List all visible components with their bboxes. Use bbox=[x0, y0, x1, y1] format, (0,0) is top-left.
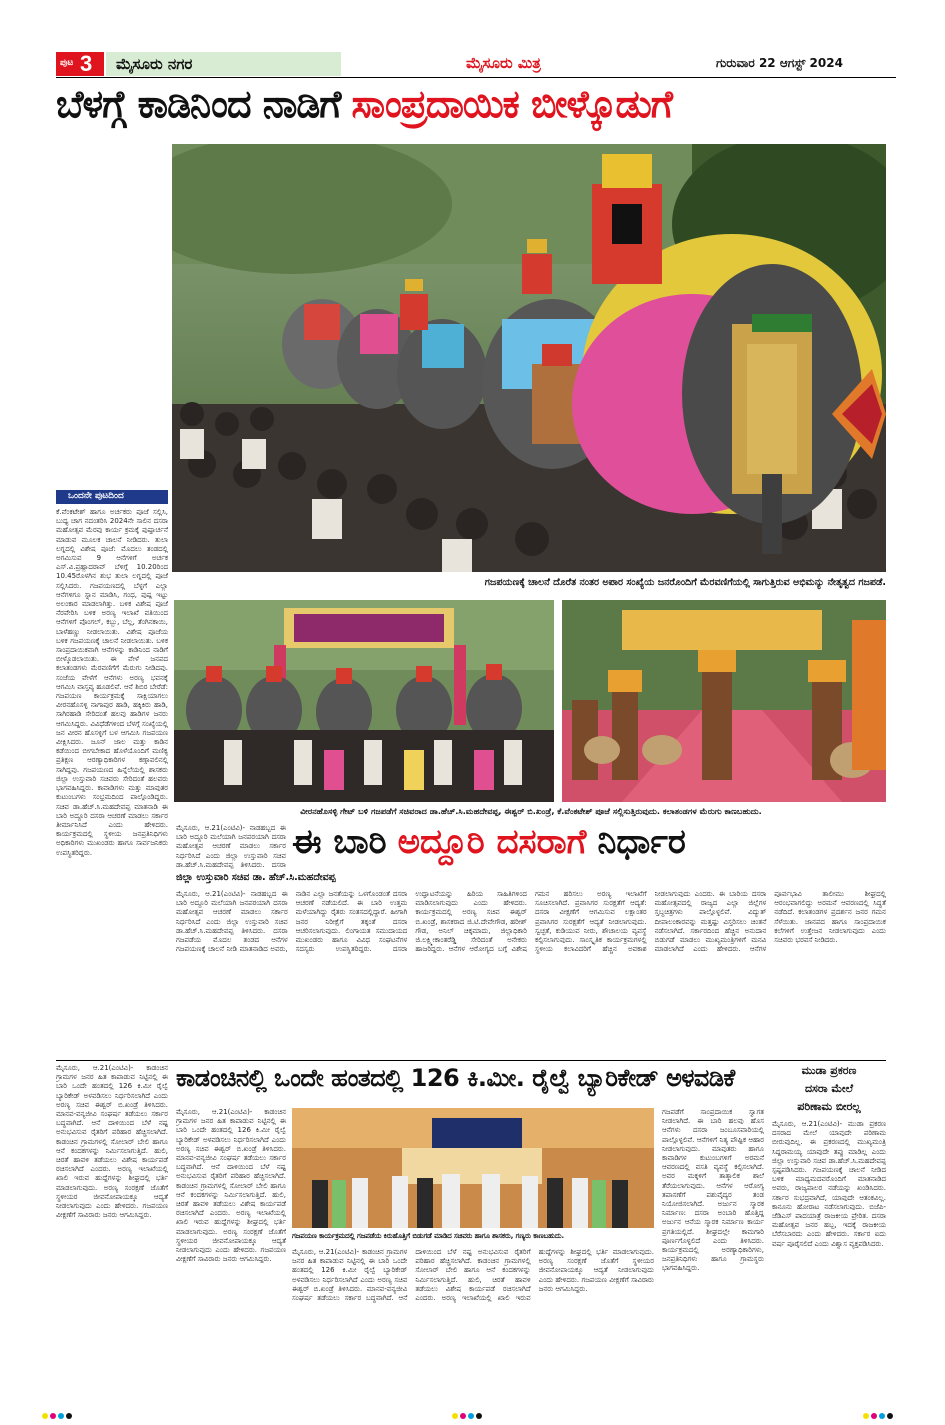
jump-label: ಒಂದನೇ ಪುಟದಿಂದ bbox=[68, 491, 124, 501]
dasara-headline bbox=[292, 822, 886, 868]
stage-illustration bbox=[174, 600, 554, 802]
railway-center-text: ಮೈಸೂರು, ಆ.21(ಎಂಟಿವಿ)- ಕಾಡಂಚಿನ ಗ್ರಾಮಗಳ ಜನರ ಹಿತ ಕಾಪಾಡುವ ನಿಟ್ಟಿನಲ್ಲಿ ಈ ಬಾರಿ ಒಂದೇ ಹಂತದಲ್ಲಿ 126 ಕಿ.ಮೀ ರೈಲ್ವೆ ಬ್ಯಾರಿಕೇಡ್ ಅಳವಡಿಸಲು ನಿರ್ಧರಿಸಲಾಗಿದೆ ಎಂದು ಅರಣ್ಯ ಸಚಿವ ಈಶ್ವರ್ ಬಿ.ಖಂಡ್ರೆ ತಿಳಿಸಿದರು. ಮಾನವ-ವನ್ಯಜೀವಿ ಸಂಘರ್ಷ ತಡೆಯಲು ಸರ್ಕಾರ ಬದ್ಧವಾಗಿದೆ. ಆನೆ ದಾಳಿಯಿಂದ ಬೆಳೆ ನಷ್ಟ ಅನುಭವಿಸುವ ರೈತರಿಗೆ ಪರಿಹಾರ ಹೆಚ್ಚಿಸಲಾಗಿದೆ. ಕಾಡಂಚಿನ ಗ್ರಾಮಗಳಲ್ಲಿ ಸೋಲಾರ್ ಬೇಲಿ ಹಾಗೂ ಆನೆ ಕಂದಕಗಳನ್ನು ನಿರ್ಮಿಸಲಾಗುತ್ತಿದೆ. ಹುಲಿ, ಚಿರತೆ ಹಾವಳಿ ತಡೆಯಲು ವಿಶೇಷ ಕಾರ್ಯಪಡೆ ರಚಿಸಲಾಗಿದೆ ಎಂದರು. ಅರಣ್ಯ ಇಲಾಖೆಯಲ್ಲಿ ಖಾಲಿ ಇರುವ ಹುದ್ದೆಗಳನ್ನು ಶೀಘ್ರದಲ್ಲಿ ಭರ್ತಿ ಮಾಡಲಾಗುವುದು. ಅರಣ್ಯ ಸಂರಕ್ಷಣೆ ಜೊತೆಗೆ ಸ್ಥಳೀಯರ ಜೀವನೋಪಾಯಕ್ಕೂ ಆದ್ಯತೆ ನೀಡಲಾಗುವುದು ಎಂದು ಹೇಳಿದರು. ಗಜಪಯಣ ವೀಕ್ಷಣೆಗೆ ಸಾವಿರಾರು ಜನರು ಆಗಮಿಸಿದ್ದರು. bbox=[292, 1248, 654, 1303]
muda-headline-1: ದಸರಾ ಮೇಲೆ bbox=[804, 1082, 854, 1095]
railway-left-text: ಮೈಸೂರು, ಆ.21(ಎಂಟಿವಿ)- ಕಾಡಂಚಿನ ಗ್ರಾಮಗಳ ಜನರ ಹಿತ ಕಾಪಾಡುವ ನಿಟ್ಟಿನಲ್ಲಿ ಈ ಬಾರಿ ಒಂದೇ ಹಂತದಲ್ಲಿ 126 ಕಿ.ಮೀ ರೈಲ್ವೆ ಬ್ಯಾರಿಕೇಡ್ ಅಳವಡಿಸಲು ನಿರ್ಧರಿಸಲಾಗಿದೆ ಎಂದು ಅರಣ್ಯ ಸಚಿವ ಈಶ್ವರ್ ಬಿ.ಖಂಡ್ರೆ ತಿಳಿಸಿದರು. ಮಾನವ-ವನ್ಯಜೀವಿ ಸಂಘರ್ಷ ತಡೆಯಲು ಸರ್ಕಾರ ಬದ್ಧವಾಗಿದೆ. ಆನೆ ದಾಳಿಯಿಂದ ಬೆಳೆ ನಷ್ಟ ಅನುಭವಿಸುವ ರೈತರಿಗೆ ಪರಿಹಾರ ಹೆಚ್ಚಿಸಲಾಗಿದೆ. ಕಾಡಂಚಿನ ಗ್ರಾಮಗಳಲ್ಲಿ ಸೋಲಾರ್ ಬೇಲಿ ಹಾಗೂ ಆನೆ ಕಂದಕಗಳನ್ನು ನಿರ್ಮಿಸಲಾಗುತ್ತಿದೆ. ಹುಲಿ, ಚಿರತೆ ಹಾವಳಿ ತಡೆಯಲು ವಿಶೇಷ ಕಾರ್ಯಪಡೆ ರಚಿಸಲಾಗಿದೆ ಎಂದರು. ಅರಣ್ಯ ಇಲಾಖೆಯಲ್ಲಿ ಖಾಲಿ ಇರುವ ಹುದ್ದೆಗಳನ್ನು ಶೀಘ್ರದಲ್ಲಿ ಭರ್ತಿ ಮಾಡಲಾಗುವುದು. ಅರಣ್ಯ ಸಂರಕ್ಷಣೆ ಜೊತೆಗೆ ಸ್ಥಳೀಯರ ಜೀವನೋಪಾಯಕ್ಕೂ ಆದ್ಯತೆ ನೀಡಲಾಗುವುದು ಎಂದು ಹೇಳಿದರು. ಗಜಪಯಣ ವೀಕ್ಷಣೆಗೆ ಸಾವಿರಾರು ಜನರು ಆಗಮಿಸಿದ್ದರು. bbox=[56, 1064, 168, 1220]
lead-headline bbox=[56, 82, 896, 138]
book-release-photo bbox=[292, 1108, 654, 1228]
dasara-headline-black-2: ನಿರ್ಧಾರ bbox=[597, 822, 686, 862]
lead-headline-red: ಸಾಂಪ್ರದಾಯಿಕ ಬೀಳ್ಕೊಡುಗೆ bbox=[351, 82, 672, 126]
paper-name: ಮೈಸೂರು ಮಿತ್ರ bbox=[466, 54, 541, 72]
page-label: ಪುಟ bbox=[60, 58, 74, 68]
mid-row-caption: ವೀರನಹೊಸಳ್ಳಿ ಗೇಟ್ ಬಳಿ ಗಜಪಡೆಗೆ ಸಚಿವರಾದ ಡಾ.ಹೆಚ್.ಸಿ.ಮಹದೇವಪ್ಪ, ಈಶ್ವರ್ ಬಿ.ಖಂಡ್ರೆ, ಕೆ.ವೆಂಕಟೇಶ್ ಪೂಜೆ ಸಲ್ಲಿಸುತ್ತಿರುವುದು. ಕಲಾತಂಡಗಳ ಮೆರುಗು ಕಾಣಬಹುದು. bbox=[300, 806, 762, 816]
cmyk-dots-icon bbox=[40, 1411, 900, 1421]
dasara-headline-black-1: ಈ ಬಾರಿ bbox=[292, 822, 387, 862]
section-title: ಮೈಸೂರು ನಗರ bbox=[116, 55, 193, 73]
registration-marks bbox=[40, 1406, 900, 1416]
header-rule bbox=[56, 77, 896, 78]
book-release-illustration bbox=[292, 1108, 654, 1228]
section-divider bbox=[56, 1060, 886, 1061]
dasara-subhead: ಜಿಲ್ಲಾ ಉಸ್ತುವಾರಿ ಸಚಿವ ಡಾ. ಹೆಚ್.ಸಿ.ಮಹದೇವಪ್ಪ bbox=[176, 872, 336, 883]
railway-headline: ಕಾಡಂಚಿನಲ್ಲಿ ಒಂದೇ ಹಂತದಲ್ಲಿ 126 ಕಿ.ಮೀ. ರೈಲ್ವೆ ಬ್ಯಾರಿಕೇಡ್ ಅಳವಡಿಕೆ bbox=[176, 1064, 735, 1092]
muda-headline-2: ಪರಿಣಾಮ ಬೀರಲ್ಲ bbox=[797, 1100, 861, 1113]
railway-left-text-2: ಮೈಸೂರು, ಆ.21(ಎಂಟಿವಿ)- ಕಾಡಂಚಿನ ಗ್ರಾಮಗಳ ಜನರ ಹಿತ ಕಾಪಾಡುವ ನಿಟ್ಟಿನಲ್ಲಿ ಈ ಬಾರಿ ಒಂದೇ ಹಂತದಲ್ಲಿ 126 ಕಿ.ಮೀ ರೈಲ್ವೆ ಬ್ಯಾರಿಕೇಡ್ ಅಳವಡಿಸಲು ನಿರ್ಧರಿಸಲಾಗಿದೆ ಎಂದು ಅರಣ್ಯ ಸಚಿವ ಈಶ್ವರ್ ಬಿ.ಖಂಡ್ರೆ ತಿಳಿಸಿದರು. ಮಾನವ-ವನ್ಯಜೀವಿ ಸಂಘರ್ಷ ತಡೆಯಲು ಸರ್ಕಾರ ಬದ್ಧವಾಗಿದೆ. ಆನೆ ದಾಳಿಯಿಂದ ಬೆಳೆ ನಷ್ಟ ಅನುಭವಿಸುವ ರೈತರಿಗೆ ಪರಿಹಾರ ಹೆಚ್ಚಿಸಲಾಗಿದೆ. ಕಾಡಂಚಿನ ಗ್ರಾಮಗಳಲ್ಲಿ ಸೋಲಾರ್ ಬೇಲಿ ಹಾಗೂ ಆನೆ ಕಂದಕಗಳನ್ನು ನಿರ್ಮಿಸಲಾಗುತ್ತಿದೆ. ಹುಲಿ, ಚಿರತೆ ಹಾವಳಿ ತಡೆಯಲು ವಿಶೇಷ ಕಾರ್ಯಪಡೆ ರಚಿಸಲಾಗಿದೆ ಎಂದರು. ಅರಣ್ಯ ಇಲಾಖೆಯಲ್ಲಿ ಖಾಲಿ ಇರುವ ಹುದ್ದೆಗಳನ್ನು ಶೀಘ್ರದಲ್ಲಿ ಭರ್ತಿ ಮಾಡಲಾಗುವುದು. ಅರಣ್ಯ ಸಂರಕ್ಷಣೆ ಜೊತೆಗೆ ಸ್ಥಳೀಯರ ಜೀವನೋಪಾಯಕ್ಕೂ ಆದ್ಯತೆ ನೀಡಲಾಗುವುದು ಎಂದು ಹೇಳಿದರು. ಗಜಪಯಣ ವೀಕ್ಷಣೆಗೆ ಸಾವಿರಾರು ಜನರು ಆಗಮಿಸಿದ್ದರು. bbox=[176, 1108, 286, 1264]
lead-continuation-text: ಕೆ.ವೆಂಕಟೇಶ್ ಹಾಗೂ ಅರ್ಚಕರು ಪೂಜೆ ಸಲ್ಲಿಸಿ, ಬುಧ್ಯ ಚಾಗ ನದಂತರಿಸಿ 2024ನೇ ಸಾಲಿನ ದಸರಾ ಮಹೋತ್ಸವ ಮೆರವು ಕಾರ್ಯ ಕ್ರಮಕ್ಕೆ ಪುಷ್ಪಾರ್ಚನೆ ಮಾಡುವ ಮೂಲಕ ಚಾಲನೆ ನೀಡಿದರು. ತುಲಾ ಲಗ್ನದಲ್ಲಿ ವಿಶೇಷ ಪೂಜೆ: ಮೊದಲು ತಂಡದಲ್ಲಿ ಅಗಮಿಸುವ 9 ಆನೆಗಳಿಗೆ ಅರ್ಚಕ ಎಸ್.ವಿ.ಪ್ರಹ್ಲಾದರಾವ್ ಬೆಳಿಗ್ಗೆ 10.20ರಿಂದ 10.45ರೊಳಗಿನ ಶುಭ ತುಲಾ ಲಗ್ನದಲ್ಲಿ ಪೂಜೆ ಸಲ್ಲಿಸಿದರು. ಗಜಪಯಣದಲ್ಲಿ ಬೆಳ್ಳಗೆ ಎಲ್ಲಾ ಆನೆಗಳಿಗೂ ಸ್ನಾನ ಮಾಡಿಸಿ, ಗಂಧ, ಪುಷ್ಪ ಇಟ್ಟು ಅಲಂಕಾರ ಮಾಡಲಾಗಿತ್ತು. ಬಳಿಕ ವಿಶೇಷ ಪೂಜೆ ನೆರವೇರಿಸಿ ಬಳಿಕ ಅರಣ್ಯ ಇಲಾಖೆ ವತಿಯಿಂದ ಆನೆಗಳಿಗೆ ಪೊಂಗಲ್, ಕಬ್ಬು, ಬೆಲ್ಲ, ತೆಂಗಿನಕಾಯಿ, ಬಾಳೆಹಣ್ಣು ನೀಡಲಾಯಿತು. ವಿಶೇಷ ಪೂಜೆಯ ಬಳಿಕ ಗಜಪಯಣಕ್ಕೆ ಚಾಲನೆ ನೀಡಲಾಯಿತು. ಬಳಿಕ ಸಾಂಪ್ರದಾಯಿಕವಾಗಿ ಆನೆಗಳನ್ನು ಕಾಡಿನಿಂದ ನಾಡಿಗೆ ಬೀಳ್ಕೊಡಲಾಯಿತು. ಈ ವೇಳೆ ಜನಪದ ಕಲಾತಂಡಗಳು ಮೆರವಣಿಗೆಗೆ ಮೆರುಗು ನೀಡಿದವು. ಸಂಜೆಯ ವೇಳೆಗೆ ಆನೆಗಳು ಅರಣ್ಯ ಭವನಕ್ಕೆ ಆಗಮಿಸಿ ವಾಸ್ತವ್ಯ ಹೂಡಲಿವೆ. ಆನೆ ಶಿಬಿರ ಬೇರೆಡೆ: ಗಜಪಯಣ ಕಾರ್ಯಕ್ರಮಕ್ಕೆ ಸಾಕ್ಷಿಯಾಗಲು ವೀರನಹೊಸಳ್ಳಿ ನಾಗಾಪುರ ಹಾಡಿ, ಹಕ್ಕಿಕಿರು ಹಾಡಿ, ಸಾಗಿರಹಾಡಿ ಸೇರಿದಂತೆ ಹಲವು ಹಾಡಿಗಳ ಜನರು ಆಗಮಿಸಿದ್ದರು. ವಿವಿಧೆಡೆಗಳಿಂದ ಬೆಳಗ್ಗೆ ಸಂಖ್ಯೆಯಲ್ಲಿ ಜನ ವೀರನ ಹೊಸಳ್ಳಿಗೆ ಬಳ ಆಗಮಿಸಿ ಗಜಪಯಣ ವೀಕ್ಷಿಸಿದರು. ಜೂನ್ ಜಾಲ ಮತ್ತು ಕಾಡಿನ ಕಡೆಯಿಂದ ಬೀಗಬೇಕಾದ ಹೊಳೆಯೊಂದಿಗೆ ಮಣಿಕ್ಯ ಪ್ರತಿಕ್ಷಣ ಆರಣ್ಯಾಧಿಕಾರಿಗಳ ಕಣ್ಗಾವಲಿನಲ್ಲಿ ಸಾಗಿದ್ದವು. ಗಜಪಯಣದ ಹಿನ್ನೆಲೆಯಲ್ಲಿ ಶಾಸಕರು ಜಿಲ್ಲಾ ಉಸ್ತುವಾರಿ ಸಚಿವರು ಸೇರಿದಂತೆ ಹಲವರು ಭಾಗವಹಿಸಿದ್ದರು. ಕಾವಾಡಿಗಳು ಮತ್ತು ಮಾವುತರ ಕುಟುಂಬಗಳು ಸಂಭ್ರಮದಿಂದ ಪಾಲ್ಗೊಂಡಿದ್ದರು. ಸಚಿವ ಡಾ.ಹೆಚ್.ಸಿ.ಮಹದೇವಪ್ಪ ಮಾತನಾಡಿ ಈ ಬಾರಿ ಅದ್ದೂರಿ ದಸರಾ ಆಚರಣೆ ಮಾಡಲು ಸರ್ಕಾರ ತೀರ್ಮಾನಿಸಿದೆ ಎಂದು ಹೇಳಿದರು. ಕಾರ್ಯಕ್ರಮದಲ್ಲಿ ಸ್ಥಳೀಯ ಜನಪ್ರತಿನಿಧಿಗಳು ಅಧಿಕಾರಿಗಳು ಮುಖಂಡರು ಹಾಗೂ ಸಾರ್ವಜನಿಕರು ಉಪಸ್ಥಿತರಿದ್ದರು. bbox=[56, 508, 168, 857]
book-release-caption: ಗಜಪಯಣ ಕಾರ್ಯಕ್ರಮದಲ್ಲಿ ಗಜಪಡೆಯ ಕಿರುಹೊತ್ತಿಗೆ ಬಿಡುಗಡೆ ಮಾಡಿದ ಸಚಿವರು ಹಾಗೂ ಶಾಸಕರು, ಗಣ್ಯರು ಕಾಣಬಹುದು. bbox=[292, 1232, 565, 1240]
folk-artists-illustration bbox=[562, 600, 886, 802]
main-photo-caption: ಗಜಪಯಣಕ್ಕೆ ಚಾಲನೆ ದೊರೆತ ನಂತರ ಅಪಾರ ಸಂಖ್ಯೆಯ ಜನರೊಂದಿಗೆ ಮೆರವಣಿಗೆಯಲ್ಲಿ ಸಾಗುತ್ತಿರುವ ಅಭಿಮನ್ಯು ನೇತೃತ್ವದ ಗಜಪಡೆ. bbox=[484, 577, 886, 588]
page-header bbox=[56, 52, 896, 76]
folk-artists-photo bbox=[562, 600, 886, 802]
elephant-procession-illustration bbox=[172, 144, 886, 572]
lead-headline-black: ಬೆಳಗ್ಗೆ ಕಾಡಿನಿಂದ ನಾಡಿಗೆ bbox=[56, 82, 341, 126]
elephant-procession-photo bbox=[172, 144, 886, 572]
dasara-body-text: ಮೈಸೂರು, ಆ.21(ಎಂಟಿವಿ)- ನಾಡಹಬ್ಬದ ಈ ಬಾರಿ ಅದ್ದೂರಿ ಮಲೆಯಾಗಿ ಜನಪರಯಾಗಿ ದಸರಾ ಮಹೋತ್ಸವ ಆಚರಣೆ ಮಾಡಲು ಸರ್ಕಾರ ನಿರ್ಧರಿಸಿದೆ ಎಂದು ಜಿಲ್ಲಾ ಉಸ್ತುವಾರಿ ಸಚಿವ ಡಾ.ಹೆಚ್.ಸಿ.ಮಹದೇವಪ್ಪ ತಿಳಿಸಿದರು. ದಸರಾ bbox=[176, 824, 286, 869]
dasara-headline-red: ಅದ್ದೂರಿ ದಸರಾಗೆ bbox=[397, 822, 587, 862]
page-number: 3 bbox=[80, 51, 93, 76]
railway-right-text: ಗಜಪಡೆಗೆ ಸಾಂಪ್ರದಾಯಿಕ ಸ್ವಾಗತ ನೀಡಲಾಗಿದೆ. ಈ ಬಾರಿ ಹಲವು ಹೊಸ ಆನೆಗಳು ದಸರಾ ಜಂಬೂಸವಾರಿಯಲ್ಲಿ ಪಾಲ್ಗೊಳ್ಳಲಿವೆ. ಆನೆಗಳಿಗೆ ನಿತ್ಯ ಪೌಷ್ಟಿಕ ಆಹಾರ ನೀಡಲಾಗುವುದು. ಮಾವುತರು ಹಾಗೂ ಕಾವಾಡಿಗಳ ಕುಟುಂಬಗಳಿಗೆ ಅರಮನೆ ಆವರಣದಲ್ಲಿ ವಸತಿ ವ್ಯವಸ್ಥೆ ಕಲ್ಪಿಸಲಾಗಿದೆ. ಅವರ ಮಕ್ಕಳಿಗೆ ತಾತ್ಕಾಲಿಕ ಶಾಲೆ ತೆರೆಯಲಾಗುವುದು. ಆನೆಗಳ ಆರೋಗ್ಯ ತಪಾಸಣೆಗೆ ಪಶುವೈದ್ಯರ ತಂಡ ನಿಯೋಜಿಸಲಾಗಿದೆ. ಅರ್ಜುನ ಸ್ಮಾರಕ ನಿರ್ಮಾಣ: ದಸರಾ ಅಂಬಾರಿ ಹೊತ್ತಿದ್ದ ಅರ್ಜುನ ಆನೆಯ ಸ್ಮಾರಕ ನಿರ್ಮಾಣ ಕಾರ್ಯ ಪ್ರಗತಿಯಲ್ಲಿದೆ. ಶೀಘ್ರದಲ್ಲೇ ಕಾಮಗಾರಿ ಪೂರ್ಣಗೊಳ್ಳಲಿದೆ ಎಂದು ತಿಳಿಸಿದರು. ಕಾರ್ಯಕ್ರಮದಲ್ಲಿ ಅರಣ್ಯಾಧಿಕಾರಿಗಳು, ಜನಪ್ರತಿನಿಧಿಗಳು ಹಾಗೂ ಗ್ರಾಮಸ್ಥರು ಭಾಗವಹಿಸಿದ್ದರು. bbox=[662, 1108, 764, 1273]
muda-kicker: ಮುಡಾ ಪ್ರಕರಣ bbox=[801, 1064, 857, 1077]
muda-body-text: ಮೈಸೂರು, ಆ.21(ಎಂಟಿವಿ)- ಮುಡಾ ಪ್ರಕರಣ ದಸರಾದ ಮೇಲೆ ಯಾವುದೇ ಪರಿಣಾಮ ಬೀರುವುದಿಲ್ಲ. ಈ ಪ್ರಕರಣದಲ್ಲಿ ಮುಖ್ಯಮಂತ್ರಿ ಸಿದ್ದರಾಮಯ್ಯ ಯಾವುದೇ ತಪ್ಪು ಮಾಡಿಲ್ಲ ಎಂದು ಜಿಲ್ಲಾ ಉಸ್ತುವಾರಿ ಸಚಿವ ಡಾ.ಹೆಚ್.ಸಿ.ಮಹದೇವಪ್ಪ ಸ್ಪಷ್ಟಪಡಿಸಿದರು. ಗಜಪಯಣಕ್ಕೆ ಚಾಲನೆ ನೀಡಿದ ಬಳಿಕ ಮಾಧ್ಯಮದವರೊಂದಿಗೆ ಮಾತನಾಡಿದ ಅವರು, ರಾಜ್ಯಪಾಲರ ನಡೆಯನ್ನು ಖಂಡಿಸಿದರು. ಸರ್ಕಾರ ಸುಭದ್ರವಾಗಿದೆ, ಯಾವುದೇ ಆತಂಕವಿಲ್ಲ. ಕಾನೂನು ಹೋರಾಟ ನಡೆಸಲಾಗುವುದು. ಬಿಜೆಪಿ-ಜೆಡಿಎಸ್ ಪಾದಯಾತ್ರೆ ರಾಜಕೀಯ ಪ್ರೇರಿತ. ದಸರಾ ಮಹೋತ್ಸವ ಜನರ ಹಬ್ಬ, ಇದಕ್ಕೆ ರಾಜಕೀಯ ಬೆರೆಸಬಾರದು ಎಂದು ಹೇಳಿದರು. ಸರ್ಕಾರ ಐದು ವರ್ಷ ಪೂರೈಸಲಿದೆ ಎಂದು ವಿಶ್ವಾಸ ವ್ಯಕ್ತಪಡಿಸಿದರು. bbox=[772, 1120, 886, 1248]
issue-date: ಗುರುವಾರ 22 ಆಗಸ್ಟ್ 2024 bbox=[716, 56, 843, 70]
muda-box bbox=[772, 1064, 886, 1404]
gajapayana-stage-photo bbox=[174, 600, 554, 802]
dasara-body-columns: ಮೈಸೂರು, ಆ.21(ಎಂಟಿವಿ)- ನಾಡಹಬ್ಬದ ಈ ಬಾರಿ ಅದ್ದೂರಿ ಮಲೆಯಾಗಿ ಜನಪರಯಾಗಿ ದಸರಾ ಮಹೋತ್ಸವ ಆಚರಣೆ ಮಾಡಲು ಸರ್ಕಾರ ನಿರ್ಧರಿಸಿದೆ ಎಂದು ಜಿಲ್ಲಾ ಉಸ್ತುವಾರಿ ಸಚಿವ ಡಾ.ಹೆಚ್.ಸಿ.ಮಹದೇವಪ್ಪ ತಿಳಿಸಿದರು. ದಸರಾ ಗಜಪಡೆಯ ಮೊದಲ ತಂಡದ ಆನೆಗಳ ಗಜಪಯಣಕ್ಕೆ ಚಾಲನೆ ನೀಡಿ ಮಾತನಾಡಿದ ಅವರು, ನಾಡಿನ ಎಲ್ಲಾ ಜನತೆಯನ್ನು ಒಳಗೊಂಡಂತೆ ದಸರಾ ಆಚರಣೆ ನಡೆಯಲಿದೆ. ಈ ಬಾರಿ ಉತ್ತಮ ಮಳೆಯಾಗಿದ್ದು ರೈತರು ಸಂತಸದಲ್ಲಿದ್ದಾರೆ. ಹೀಗಾಗಿ ಜನರ ನಿರೀಕ್ಷೆಗೆ ತಕ್ಕಂತೆ ದಸರಾ ಆಚರಿಸಲಾಗುವುದು. ಲಿಂಗಾಯತ ಸಮುದಾಯದ ಮುಖಂಡರು ಹಾಗೂ ವಿವಿಧ ಸಂಘಟನೆಗಳ ಸದಸ್ಯರು ಉಪಸ್ಥಿತರಿದ್ದರು. ದಸರಾ ಉದ್ಘಾಟನೆಯನ್ನು ಹಿರಿಯ ಸಾಹಿತಿಗಳಿಂದ ಮಾಡಿಸಲಾಗುವುದು ಎಂದು ಹೇಳಿದರು. ಕಾರ್ಯಕ್ರಮದಲ್ಲಿ ಅರಣ್ಯ ಸಚಿವ ಈಶ್ವರ್ ಬಿ.ಖಂಡ್ರೆ, ಶಾಸಕರಾದ ಜಿ.ಟಿ.ದೇವೇಗೌಡ, ಹರೀಶ್ ಗೌಡ, ಅನಿಲ್ ಚಿಕ್ಕಮಾದು, ಜಿಲ್ಲಾಧಿಕಾರಿ ಜಿ.ಲಕ್ಷ್ಮೀಕಾಂತರೆಡ್ಡಿ ಸೇರಿದಂತೆ ಅನೇಕರು ಹಾಜರಿದ್ದರು. ಆನೆಗಳ ಆರೋಗ್ಯದ ಬಗ್ಗೆ ವಿಶೇಷ ಗಮನ ಹರಿಸಲು ಅರಣ್ಯ ಇಲಾಖೆಗೆ ಸೂಚಿಸಲಾಗಿದೆ. ಪ್ರವಾಸಿಗರ ಸುರಕ್ಷತೆಗೆ ಆದ್ಯತೆ: ದಸರಾ ವೀಕ್ಷಣೆಗೆ ಆಗಮಿಸುವ ಲಕ್ಷಾಂತರ ಪ್ರವಾಸಿಗರ ಸುರಕ್ಷತೆಗೆ ಆದ್ಯತೆ ನೀಡಲಾಗುವುದು. ಸ್ವಚ್ಛತೆ, ಕುಡಿಯುವ ನೀರು, ಶೌಚಾಲಯ ವ್ಯವಸ್ಥೆ ಕಲ್ಪಿಸಲಾಗುವುದು. ಸಾಂಸ್ಕೃತಿಕ ಕಾರ್ಯಕ್ರಮಗಳಲ್ಲಿ ಸ್ಥಳೀಯ ಕಲಾವಿದರಿಗೆ ಹೆಚ್ಚಿನ ಅವಕಾಶ ನೀಡಲಾಗುವುದು ಎಂದರು. ಈ ಬಾರಿಯ ದಸರಾ ಮಹೋತ್ಸವದಲ್ಲಿ ರಾಜ್ಯದ ಎಲ್ಲಾ ಜಿಲ್ಲೆಗಳ ಸ್ತಬ್ಧಚಿತ್ರಗಳು ಪಾಲ್ಗೊಳ್ಳಲಿವೆ. ವಿದ್ಯುತ್ ದೀಪಾಲಂಕಾರವನ್ನು ಮತ್ತಷ್ಟು ವಿಸ್ತರಿಸಲು ಚಿಂತನೆ ನಡೆಸಲಾಗಿದೆ. ಸರ್ಕಾರದಿಂದ ಹೆಚ್ಚಿನ ಅನುದಾನ ಬಿಡುಗಡೆ ಮಾಡಲು ಮುಖ್ಯಮಂತ್ರಿಗಳಿಗೆ ಮನವಿ ಮಾಡಲಾಗಿದೆ ಎಂದು ಹೇಳಿದರು. ಆನೆಗಳ ಪೂರ್ವಭಾವಿ ತಾಲೀಮು ಶೀಘ್ರದಲ್ಲಿ ಆರಂಭವಾಗಲಿದ್ದು ಅರಮನೆ ಆವರಣದಲ್ಲಿ ಸಿದ್ಧತೆ ನಡೆದಿದೆ. ಕಲಾತಂಡಗಳ ಪ್ರದರ್ಶನ ಜನರ ಗಮನ ಸೆಳೆಯಿತು. ಜಾನಪದ ಹಾಗೂ ಸಾಂಪ್ರದಾಯಿಕ ಕಲೆಗಳಿಗೆ ಉತ್ತೇಜನ ನೀಡಲಾಗುವುದು ಎಂದು ಸಚಿವರು ಭರವಸೆ ನೀಡಿದರು. bbox=[176, 890, 886, 954]
